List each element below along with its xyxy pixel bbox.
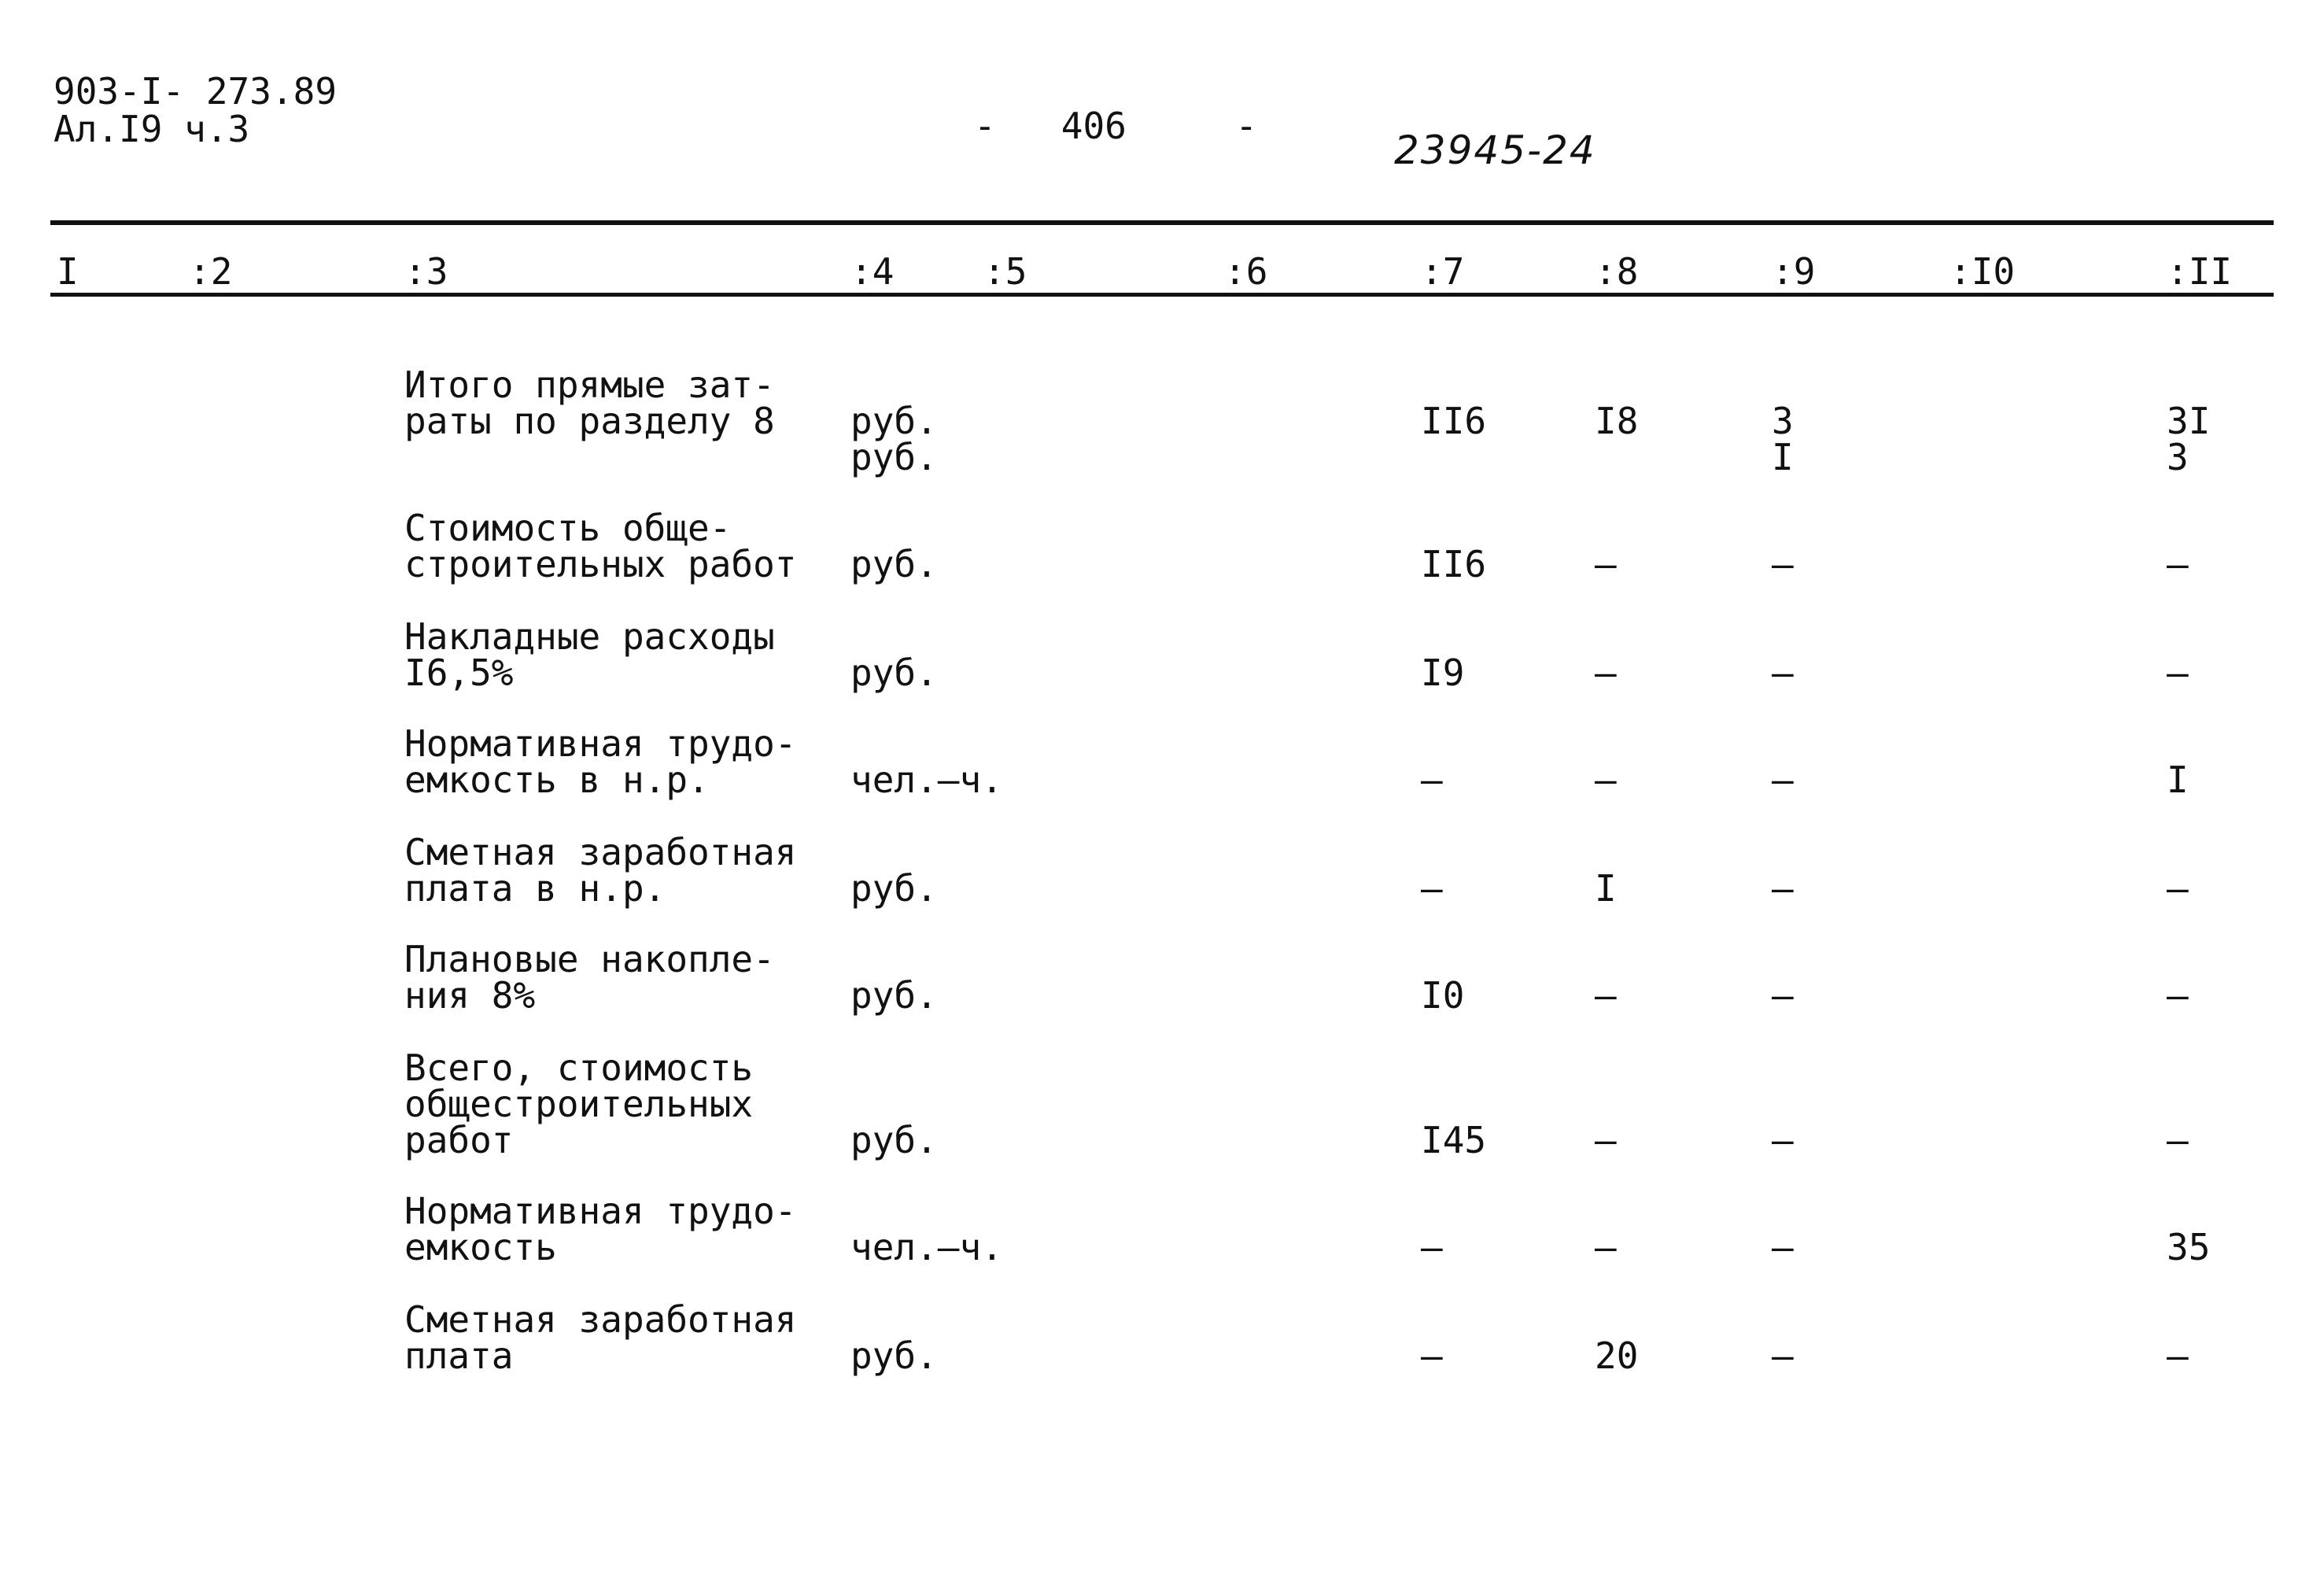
row-value-col11: 3I 3: [2167, 400, 2211, 478]
column-header-11: :II: [2167, 250, 2233, 293]
row-value-col11: 35: [2167, 1226, 2211, 1268]
row-value-col11: –: [2167, 1119, 2189, 1161]
row-unit: чел.–ч.: [850, 1226, 1003, 1268]
row-value-col7: I9: [1421, 652, 1465, 694]
row-value-col8: 20: [1595, 1335, 1639, 1377]
row-value-col9: 3 I: [1772, 400, 1794, 478]
row-value-col9: –: [1772, 1335, 1794, 1377]
row-value-col8: –: [1595, 652, 1617, 694]
row-value-col8: –: [1595, 1119, 1617, 1161]
header-bottom-rule: [50, 293, 2274, 297]
row-value-col9: –: [1772, 759, 1794, 801]
row-unit: руб.: [850, 652, 938, 694]
row-value-col7: –: [1421, 1226, 1443, 1268]
document-code-block: [53, 72, 337, 148]
row-description: Сметная заработная плата в н.р.: [404, 831, 797, 910]
row-value-col7: –: [1421, 867, 1443, 910]
row-value-col11: –: [2167, 1335, 2189, 1377]
row-description: Плановые накопле- ния 8%: [404, 938, 775, 1017]
row-unit: руб. руб.: [850, 400, 938, 478]
row-value-col9: –: [1772, 867, 1794, 910]
row-value-col7: I45: [1421, 1119, 1487, 1161]
row-unit: руб.: [850, 867, 938, 910]
row-value-col11: –: [2167, 652, 2189, 694]
row-value-col7: –: [1421, 759, 1443, 801]
row-value-col7: II6: [1421, 543, 1487, 585]
row-value-col9: –: [1772, 1119, 1794, 1161]
row-description: Стоимость обще- строительных работ: [404, 507, 797, 585]
column-header-6: :6: [1224, 250, 1268, 293]
column-header-3: :3: [404, 250, 448, 293]
document-code: 903-I- 273.89: [53, 70, 338, 113]
row-value-col8: I8: [1595, 400, 1639, 442]
row-value-col7: –: [1421, 1335, 1443, 1377]
column-header-9: :9: [1772, 250, 1816, 293]
column-header-2: :2: [189, 250, 233, 293]
row-unit: чел.–ч.: [850, 759, 1003, 801]
row-value-col11: –: [2167, 543, 2189, 585]
row-value-col7: I0: [1421, 974, 1465, 1017]
inventory-number: 23945-24: [1394, 127, 1596, 173]
column-header-8: :8: [1595, 250, 1639, 293]
row-value-col11: I: [2167, 759, 2189, 801]
row-description: Нормативная трудо- емкость в н.р.: [404, 722, 797, 801]
row-value-col8: –: [1595, 1226, 1617, 1268]
column-header-10: :I0: [1950, 250, 2016, 293]
row-description: Всего, стоимость общестроительных работ: [404, 1047, 754, 1161]
row-unit: руб.: [850, 543, 938, 585]
row-value-col9: –: [1772, 652, 1794, 694]
row-value-col9: –: [1772, 543, 1794, 585]
row-value-col9: –: [1772, 1226, 1794, 1268]
row-value-col11: –: [2167, 974, 2189, 1017]
row-description: Сметная заработная плата: [404, 1298, 797, 1377]
row-value-col9: –: [1772, 974, 1794, 1017]
column-header-7: :7: [1421, 250, 1465, 293]
row-value-col11: –: [2167, 867, 2189, 910]
row-value-col8: –: [1595, 974, 1617, 1017]
row-unit: руб.: [850, 1335, 938, 1377]
row-unit: руб.: [850, 974, 938, 1017]
row-unit: руб.: [850, 1119, 938, 1161]
row-description: Нормативная трудо- емкость: [404, 1190, 797, 1268]
row-description: Накладные расходы I6,5%: [404, 615, 775, 694]
row-value-col8: –: [1595, 759, 1617, 801]
column-header-5: :5: [983, 250, 1027, 293]
column-header-1: I: [57, 250, 79, 293]
row-value-col8: –: [1595, 543, 1617, 585]
row-value-col7: II6: [1421, 400, 1487, 442]
page-number: - 406 -: [974, 105, 1258, 147]
row-description: Итого прямые зат- раты по разделу 8: [404, 364, 775, 442]
column-header-4: :4: [850, 250, 895, 293]
table-top-rule: [50, 220, 2274, 225]
document-album-part: Ал.I9 ч.3: [53, 108, 250, 150]
row-value-col8: I: [1595, 867, 1617, 910]
